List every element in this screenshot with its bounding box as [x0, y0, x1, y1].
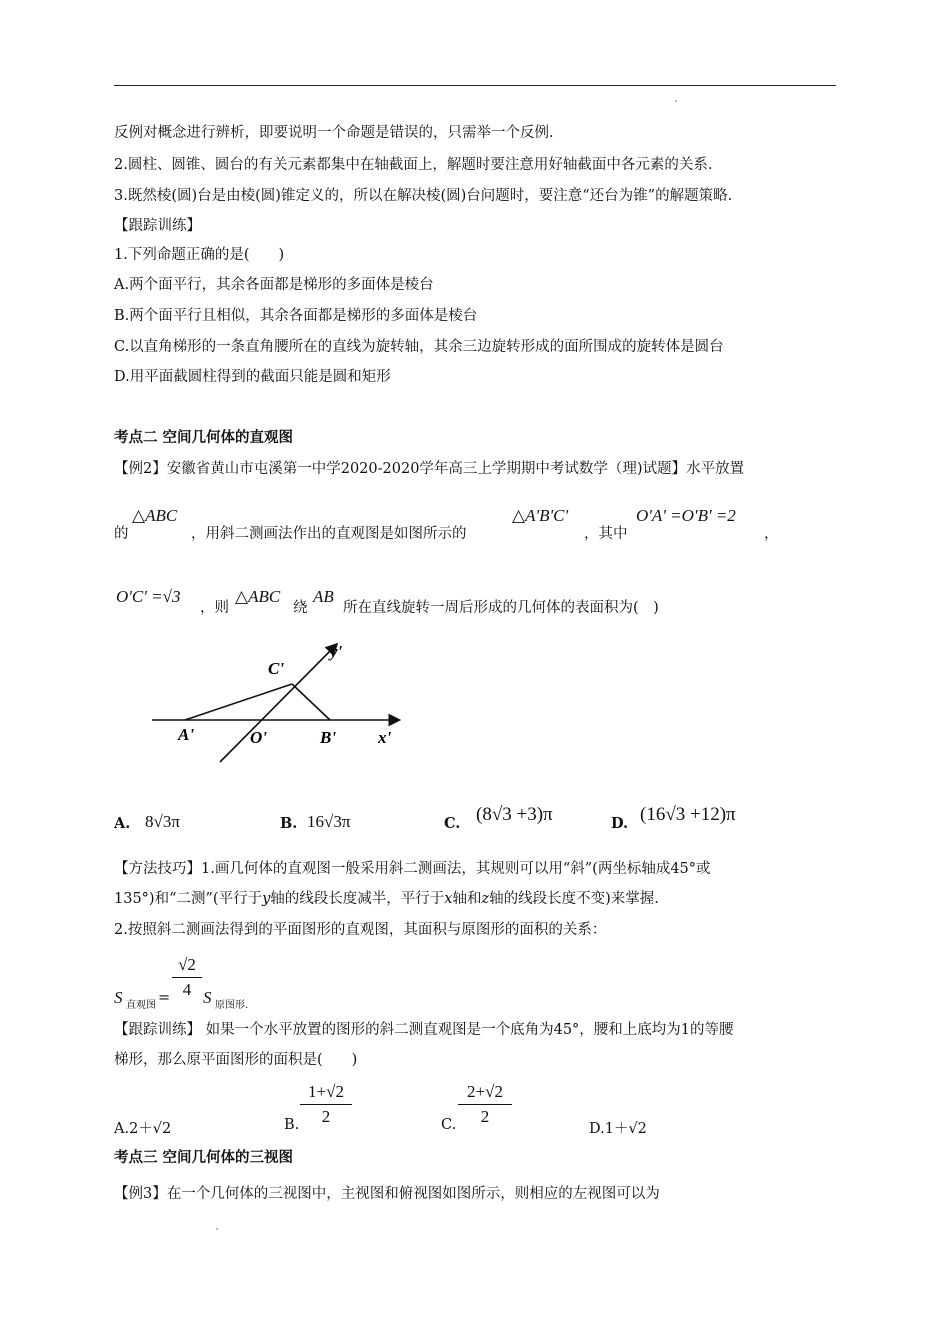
text: 绕 — [293, 600, 308, 616]
text: 所在直线旋转一周后形成的几何体的表面积为( ) — [343, 600, 659, 616]
option-c: C.以直角梯形的一条直角腰所在的直线为旋转轴，其余三边旋转形成的面所围成的旋转体是圆台 — [114, 339, 724, 355]
option-b-letter: B. — [284, 1117, 300, 1133]
text: 的 — [114, 526, 129, 542]
option-b-fraction: 1+√2 2 — [300, 1082, 352, 1127]
method-tip-2: 135°)和“二测”(平行于y轴的线段长度减半，平行于x轴和z轴的线段长度不变)来掌握. — [114, 891, 659, 907]
math-oa-ob: O'A' =O'B' =2 — [636, 506, 736, 525]
label-b: B' — [320, 728, 337, 747]
math-triangle-abc: △ABC — [132, 506, 178, 525]
math-triangle-abc: △ABC — [235, 587, 281, 606]
segment-ac — [185, 684, 292, 720]
math-s-direct: S — [114, 988, 123, 1007]
label-a: A' — [178, 725, 195, 744]
label-x: x' — [378, 728, 392, 747]
training-question: 【跟踪训练】 如果一个水平放置的图形的斜二测直观图是一个底角为45°，腰和上底均为1的等腰 — [114, 1022, 734, 1038]
header-rule — [114, 85, 836, 86]
text-line: 反例对概念进行辨析，即要说明一个命题是错误的，只需举一个反例. — [114, 125, 554, 141]
section-heading: 考点二 空间几何体的直观图 — [114, 429, 294, 446]
choice-value: (8√3 +3)π — [476, 804, 553, 825]
question: 1.下列命题正确的是( ) — [114, 247, 285, 263]
math-sub: 直观图 — [126, 1000, 156, 1011]
text: ，用斜二测画法作出的直观图是如图所示的 — [191, 526, 467, 542]
text: ， — [764, 526, 779, 542]
section-tag: 【跟踪训练】 — [114, 218, 201, 234]
choice-letter: C. — [444, 815, 461, 832]
choice-letter: D. — [611, 815, 629, 832]
choice-letter: B. — [280, 815, 298, 832]
choice-value: 16√3π — [307, 812, 351, 831]
example-2: 【例2】安徽省黄山市屯溪第一中学2020-2020学年高三上学期期中考试数学（理)试题】水平放置 — [114, 461, 745, 477]
segment-cb — [292, 684, 330, 720]
text: ，则 — [200, 600, 229, 616]
math-eq: = — [158, 990, 171, 1006]
oblique-projection-figure — [140, 635, 420, 765]
math-sub: 原图形. — [215, 1000, 249, 1011]
math-fraction: √2 4 — [172, 955, 202, 1000]
label-c: C' — [268, 659, 285, 678]
option-a: A.2＋√2 — [114, 1121, 172, 1137]
math-ab: AB — [313, 587, 334, 606]
choice-value: (16√3 +12)π — [640, 804, 736, 825]
stray-dot — [216, 1228, 218, 1230]
option-d: D.用平面截圆柱得到的截面只能是圆和矩形 — [114, 369, 391, 385]
option-b: B.两个面平行且相似，其余各面都是梯形的多面体是棱台 — [114, 308, 478, 324]
section-heading: 考点三 空间几何体的三视图 — [114, 1149, 294, 1166]
label-o: O' — [250, 728, 267, 747]
math-s-orig: S — [203, 988, 212, 1007]
text: ，其中 — [584, 526, 628, 542]
option-d: D.1＋√2 — [589, 1121, 647, 1137]
text-line: 2.圆柱、圆锥、圆台的有关元素都集中在轴截面上，解题时要注意用好轴截面中各元素的关系. — [114, 157, 713, 173]
stray-dot — [675, 100, 677, 102]
example-3: 【例3】在一个几何体的三视图中，主视图和俯视图如图所示，则相应的左视图可以为 — [114, 1186, 660, 1202]
option-c-letter: C. — [441, 1117, 457, 1133]
label-y: y' — [330, 642, 343, 661]
method-tip-3: 2.按照斜二测画法得到的平面图形的直观图，其面积与原图形的面积的关系： — [114, 922, 607, 938]
choice-value: 8√3π — [145, 812, 180, 831]
option-a: A.两个面平行，其余各面都是梯形的多面体是棱台 — [114, 277, 434, 293]
option-c-fraction: 2+√2 2 — [458, 1082, 512, 1127]
method-tip: 【方法技巧】1.画几何体的直观图一般采用斜二测画法，其规则可以用“斜”(两坐标轴成45°或 — [114, 861, 711, 877]
text-line: 3.既然棱(圆)台是由棱(圆)锥定义的，所以在解决棱(圆)台问题时，要注意“还台为锥”的解题策略. — [114, 188, 733, 204]
training-question-2: 梯形，那么原平面图形的面积是( ) — [114, 1052, 358, 1068]
choice-letter: A. — [114, 815, 131, 832]
math-oc: O'C' =√3 — [116, 587, 181, 606]
math-triangle-prime: △A'B'C' — [512, 506, 569, 525]
